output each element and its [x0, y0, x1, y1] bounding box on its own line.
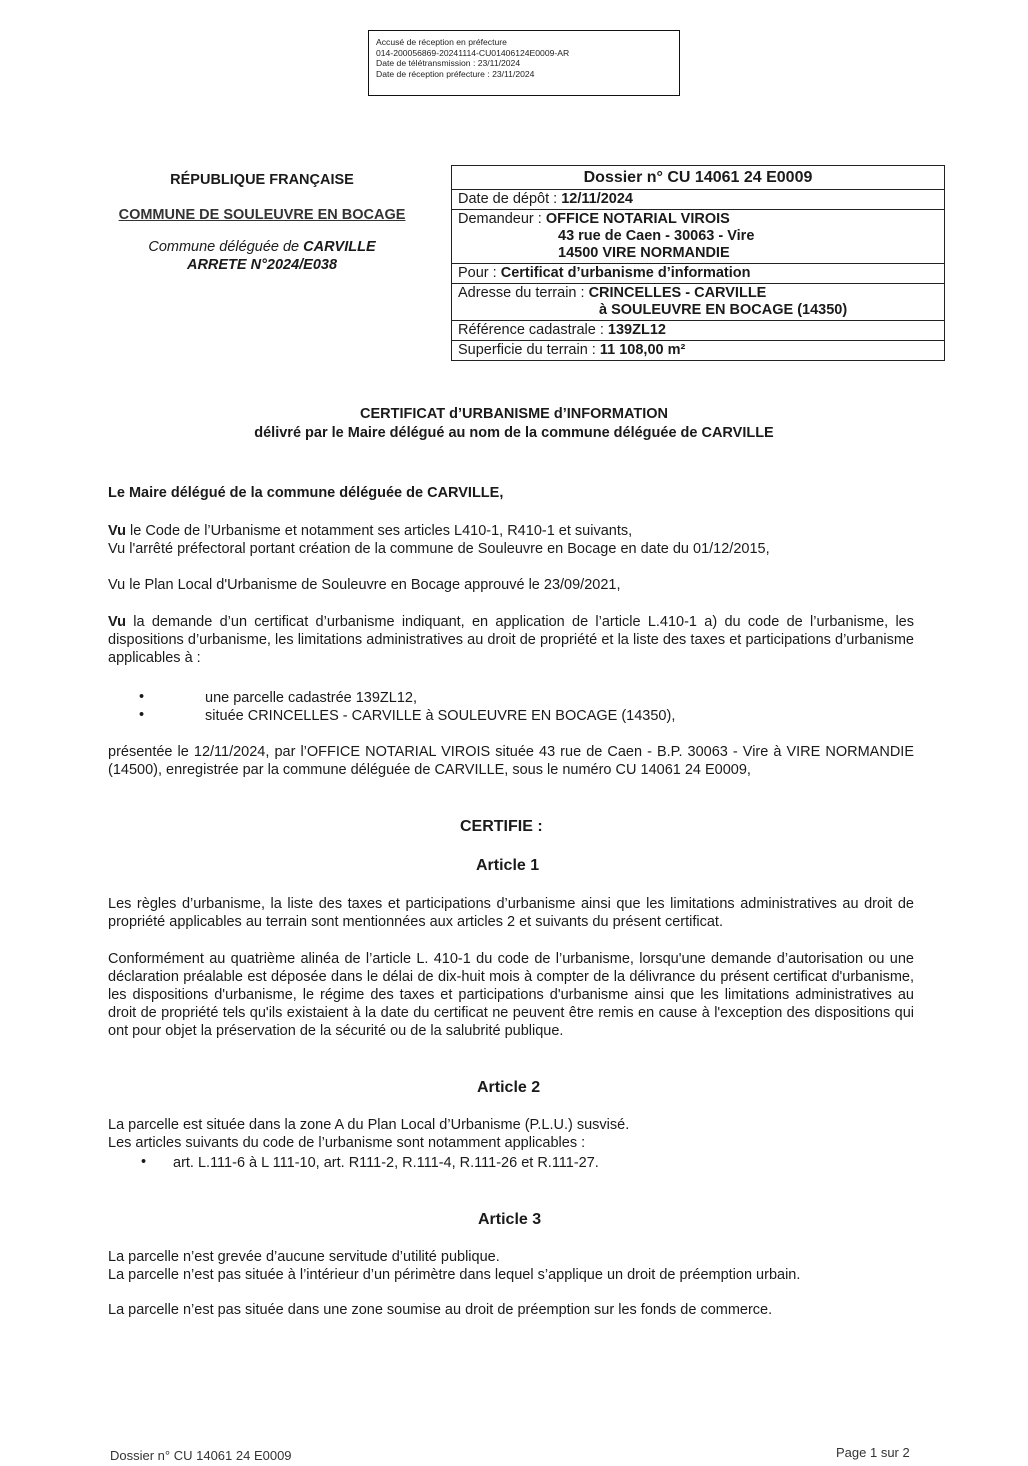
depot-value: 12/11/2024 [561, 191, 633, 207]
page-number: Page 1 sur 2 [836, 1445, 910, 1460]
issuer-header [100, 170, 424, 273]
article-2-line-1: La parcelle est située dans la zone A du Plan Local d’Urbanisme (P.L.U.) susvisé. [108, 1117, 630, 1133]
superficie-row [452, 341, 945, 361]
bullet-icon: • [141, 1154, 147, 1170]
presentee-paragraph: présentée le 12/11/2024, par l’OFFICE NOTARIAL VIROIS située 43 rue de Caen - B.P. 30063 - Vire à VIRE NORMANDIE (14500), enregistrée par la commune déléguée de CARVILLE, sous le numéro CU 14061 24 E0009, [108, 744, 914, 778]
deleguee-prefix: Commune déléguée de [148, 239, 304, 255]
list-item: située CRINCELLES - CARVILLE à SOULEUVRE EN BOCAGE (14350), [205, 708, 676, 724]
demandeur-row [452, 210, 945, 264]
pour-row [452, 264, 945, 284]
cadastre-row [452, 321, 945, 341]
adresse-row [452, 284, 945, 321]
superficie-value: 11 108,00 m² [599, 342, 686, 358]
stamp-line: Date de télétransmission : 23/11/2024 [376, 58, 521, 69]
arrete-number: ARRETE N°2024/E038 [186, 257, 338, 273]
article-3-line-1: La parcelle n’est grevée d’aucune servitude d’utilité publique. [108, 1249, 500, 1265]
pour-value: Certificat d’urbanisme d’information [500, 265, 751, 281]
republique-title: RÉPUBLIQUE FRANÇAISE [170, 172, 354, 188]
footer-dossier: Dossier n° CU 14061 24 E0009 [110, 1448, 292, 1463]
article-3-line-2: La parcelle n’est pas située à l’intérieur d’un périmètre dans lequel s’applique un droit de préemption urbain. [108, 1267, 801, 1283]
pour-label: Pour : [458, 265, 501, 281]
certifie-heading: CERTIFIE : [460, 818, 543, 835]
commune-deleguee [100, 239, 424, 255]
dossier-title: Dossier n° CU 14061 24 E0009 [452, 166, 945, 190]
commune-title: COMMUNE DE SOULEUVRE EN BOCAGE [118, 207, 406, 223]
deleguee-name: CARVILLE [303, 239, 376, 255]
maire-line: Le Maire délégué de la commune déléguée de CARVILLE, [108, 485, 504, 501]
vu-lead: Vu [108, 523, 126, 539]
demandeur-address-2: 14500 VIRE NORMANDIE [558, 245, 730, 261]
vu-arrete: Vu l'arrêté préfectoral portant création de la commune de Souleuvre en Bocage en date du 01/12/2015, [108, 541, 770, 557]
demandeur-label: Demandeur : [458, 211, 546, 227]
list-item: art. L.111-6 à L 111-10, art. R111-2, R.111-4, R.111-26 et R.111-27. [173, 1155, 599, 1171]
article-1-heading: Article 1 [476, 857, 540, 874]
bullet-icon: • [139, 689, 145, 705]
vu-demande-text: la demande d’un certificat d’urbanisme indiquant, en application de l’article L.410-1 a) du code de l’urbanisme, les dispositions d’urbanisme, les limitations administratives au droit de propriété et la liste des taxes et participations d’urbanisme applicables à : [108, 614, 914, 666]
stamp-line: Accusé de réception en préfecture [376, 37, 507, 47]
list-item: une parcelle cadastrée 139ZL12, [205, 690, 418, 706]
adresse-value-2: à SOULEUVRE EN BOCAGE (14350) [599, 302, 848, 318]
adresse-label: Adresse du terrain : [458, 285, 589, 301]
article-1-paragraph-1: Les règles d’urbanisme, la liste des taxes et participations d’urbanisme ainsi que les limitations administratives au droit de propriété applicables au terrain sont mentionnées aux articles 2 et suivants du présent certificat. [108, 896, 914, 930]
demandeur-address-1: 43 rue de Caen - 30063 - Vire [558, 228, 755, 244]
superficie-label: Superficie du terrain : [458, 342, 600, 358]
vu-plu: Vu le Plan Local d'Urbanisme de Souleuvre en Bocage approuvé le 23/09/2021, [108, 577, 621, 593]
article-3-heading: Article 3 [478, 1211, 542, 1228]
vu-code [108, 522, 914, 540]
demandeur-name: OFFICE NOTARIAL VIROIS [545, 211, 730, 227]
article-1-paragraph-2: Conformément au quatrième alinéa de l’article L. 410-1 du code de l’urbanisme, lorsqu'une demande d’autorisation ou une déclaration préalable est déposée dans le délai de dix-huit mois à compter de la délivrance du présent certificat d'urbanisme, les dispositions d'urbanisme, le régime des taxes et participations d'urbanisme ainsi que les limitations administratives au droit de propriété tels qu'ils existaient à la date du certificat ne peuvent être remis en cause à l'exception des dispositions qui ont pour objet la préservation de la sécurité ou de la salubrité publique. [108, 951, 914, 1039]
stamp-line: Date de réception préfecture : 23/11/2024 [376, 68, 535, 79]
stamp-line: 014-200056869-20241114-CU01406124E0009-AR [376, 47, 570, 58]
certificate-title [100, 405, 928, 443]
depot-label: Date de dépôt : [458, 191, 562, 207]
article-2-line-2: Les articles suivants du code de l’urbanisme sont notamment applicables : [108, 1135, 586, 1151]
vu-code-text: le Code de l’Urbanisme et notamment ses articles L410-1, R410-1 et suivants, [126, 523, 633, 539]
adresse-value-1: CRINCELLES - CARVILLE [588, 285, 767, 301]
title-line-2: délivré par le Maire délégué au nom de la commune déléguée de CARVILLE [254, 425, 774, 441]
vu-demande [108, 613, 914, 667]
dossier-table [451, 165, 945, 361]
vu-lead: Vu [108, 614, 126, 630]
article-3-line-3: La parcelle n’est pas située dans une zone soumise au droit de préemption sur les fonds de commerce. [108, 1302, 773, 1318]
title-line-1: CERTIFICAT d’URBANISME d’INFORMATION [360, 406, 668, 422]
reception-stamp [368, 30, 680, 96]
cadastre-value: 139ZL12 [607, 322, 666, 338]
depot-row [452, 190, 945, 210]
bullet-icon: • [139, 707, 145, 723]
article-2-heading: Article 2 [477, 1079, 541, 1096]
cadastre-label: Référence cadastrale : [458, 322, 608, 338]
